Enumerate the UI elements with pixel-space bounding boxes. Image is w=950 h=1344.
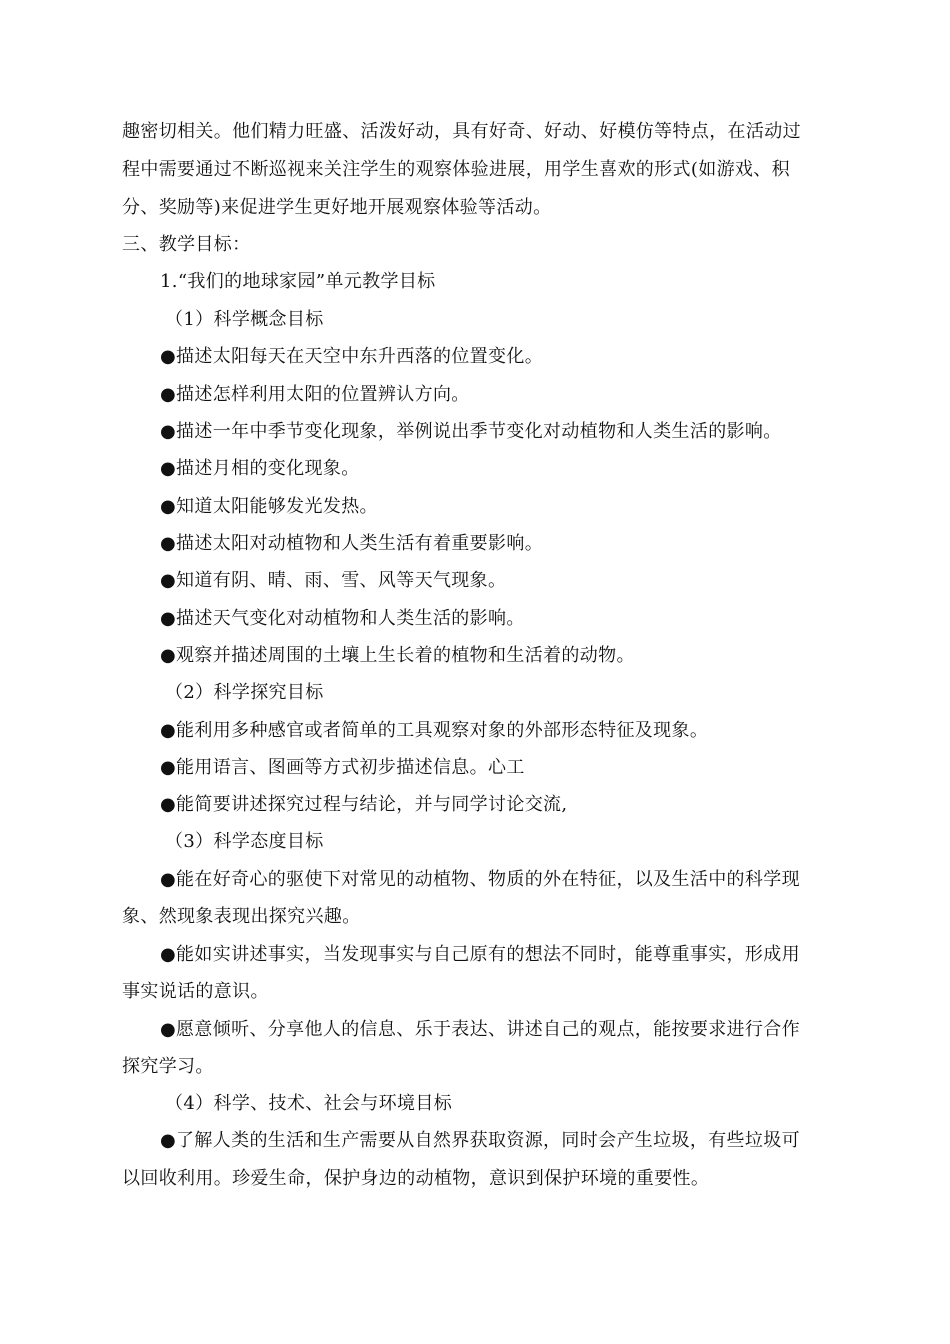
bullet-item: ●描述怎样利用太阳的位置辨认方向。 bbox=[160, 384, 470, 405]
unit-heading: 1.“我们的地球家园”单元教学目标 bbox=[160, 271, 436, 292]
bullet-item: ●观察并描述周围的土壤上生长着的植物和生活着的动物。 bbox=[160, 645, 635, 666]
bullet-item-continuation: 事实说话的意识。 bbox=[122, 981, 269, 1002]
subheading-concept-goals: （1）科学概念目标 bbox=[165, 309, 324, 330]
paragraph-line: 趣密切相关。他们精力旺盛、活泼好动，具有好奇、好动、好模仿等特点，在活动过 bbox=[122, 121, 801, 142]
bullet-item: ●描述太阳对动植物和人类生活有着重要影响。 bbox=[160, 533, 544, 554]
bullet-item: ●知道太阳能够发光发热。 bbox=[160, 496, 378, 517]
bullet-item: ●了解人类的生活和生产需要从自然界获取资源，同时会产生垃圾，有些垃圾可 bbox=[160, 1130, 800, 1151]
subheading-stse-goals: （4）科学、技术、社会与环境目标 bbox=[165, 1093, 453, 1114]
section-heading: 三、教学目标： bbox=[122, 234, 251, 255]
bullet-item: ●能利用多种感官或者简单的工具观察对象的外部形态特征及现象。 bbox=[160, 720, 709, 741]
bullet-item-continuation: 以回收利用。珍爱生命，保护身边的动植物，意识到保护环境的重要性。 bbox=[122, 1168, 710, 1189]
bullet-item: ●描述月相的变化现象。 bbox=[160, 458, 360, 479]
subheading-inquiry-goals: （2）科学探究目标 bbox=[165, 682, 324, 703]
bullet-item: ●描述一年中季节变化现象，举例说出季节变化对动植物和人类生活的影响。 bbox=[160, 421, 782, 442]
subheading-attitude-goals: （3）科学态度目标 bbox=[165, 831, 324, 852]
bullet-item: ●能用语言、图画等方式初步描述信息。心工 bbox=[160, 757, 525, 778]
bullet-item: ●描述太阳每天在天空中东升西落的位置变化。 bbox=[160, 346, 544, 367]
bullet-item: ●能简要讲述探究过程与结论，并与同学讨论交流, bbox=[160, 794, 568, 815]
bullet-item: ●能在好奇心的驱使下对常见的动植物、物质的外在特征，以及生活中的科学现 bbox=[160, 869, 800, 890]
bullet-item-continuation: 象、然现象表现出探究兴趣。 bbox=[122, 906, 361, 927]
bullet-item-continuation: 探究学习。 bbox=[122, 1056, 214, 1077]
bullet-item: ●愿意倾听、分享他人的信息、乐于表达、讲述自己的观点，能按要求进行合作 bbox=[160, 1019, 800, 1040]
bullet-item: ●描述天气变化对动植物和人类生活的影响。 bbox=[160, 608, 525, 629]
paragraph-line: 分、奖励等)来促进学生更好地开展观察体验等活动。 bbox=[122, 197, 552, 218]
bullet-item: ●知道有阴、晴、雨、雪、风等天气现象。 bbox=[160, 570, 507, 591]
bullet-item: ●能如实讲述事实，当发现事实与自己原有的想法不同时，能尊重事实，形成用 bbox=[160, 944, 800, 965]
paragraph-line: 程中需要通过不断巡视来关注学生的观察体验进展，用学生喜欢的形式(如游戏、积 bbox=[122, 159, 790, 180]
